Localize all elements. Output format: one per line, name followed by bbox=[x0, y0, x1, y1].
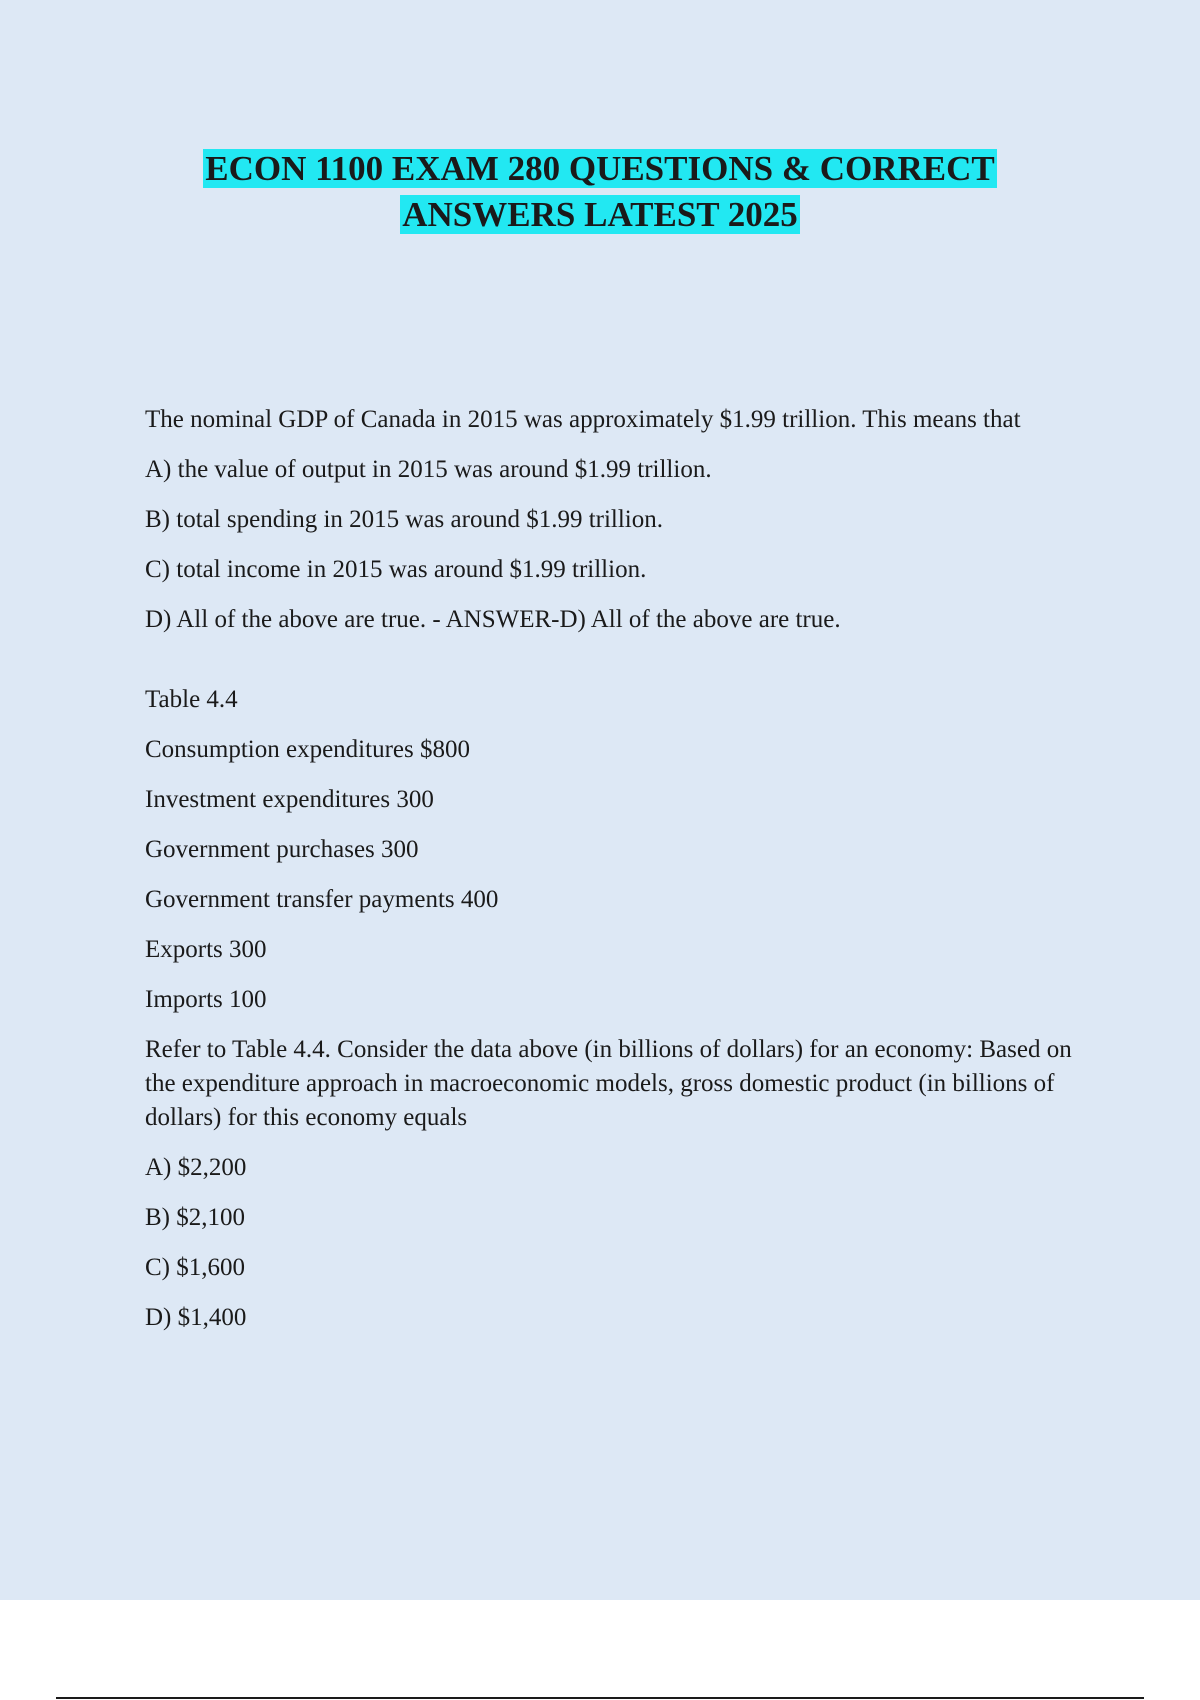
question-2-option-b: B) $2,100 bbox=[145, 1204, 245, 1231]
footer-divider bbox=[56, 1697, 1144, 1699]
table-row: Imports 100 bbox=[145, 986, 267, 1013]
table-row: Government purchases 300 bbox=[145, 836, 419, 863]
question-1-option-b: B) total spending in 2015 was around $1.99 trillion. bbox=[145, 506, 664, 533]
document-title bbox=[0, 146, 1200, 238]
question-2-stem: Refer to Table 4.4. Consider the data above (in billions of dollars) for an economy: Based on the expenditure approach in macroeconomic models, gross domestic product (in billions of dollars) for this economy equals bbox=[145, 1036, 1072, 1131]
question-1 bbox=[145, 403, 1095, 637]
question-2 bbox=[145, 683, 1095, 1335]
question-1-option-c: C) total income in 2015 was around $1.99 trillion. bbox=[145, 556, 647, 583]
table-title: Table 4.4 bbox=[145, 686, 238, 713]
question-2-option-c: C) $1,600 bbox=[145, 1254, 245, 1281]
table-row: Consumption expenditures $800 bbox=[145, 736, 470, 763]
question-1-option-a: A) the value of output in 2015 was around $1.99 trillion. bbox=[145, 456, 712, 483]
question-2-option-a: A) $2,200 bbox=[145, 1154, 247, 1181]
table-row: Government transfer payments 400 bbox=[145, 886, 499, 913]
document-body bbox=[145, 403, 1095, 1335]
question-1-option-d: D) All of the above are true. - ANSWER-D) All of the above are true. bbox=[145, 606, 841, 633]
table-row: Exports 300 bbox=[145, 936, 267, 963]
title-line-1: ECON 1100 EXAM 280 QUESTIONS & CORRECT bbox=[205, 149, 995, 188]
question-1-stem: The nominal GDP of Canada in 2015 was approximately $1.99 trillion. This means that bbox=[145, 406, 1021, 433]
table-row: Investment expenditures 300 bbox=[145, 786, 434, 813]
title-line-2: ANSWERS LATEST 2025 bbox=[402, 195, 798, 234]
question-2-option-d: D) $1,400 bbox=[145, 1304, 247, 1331]
spacer bbox=[145, 637, 1095, 683]
